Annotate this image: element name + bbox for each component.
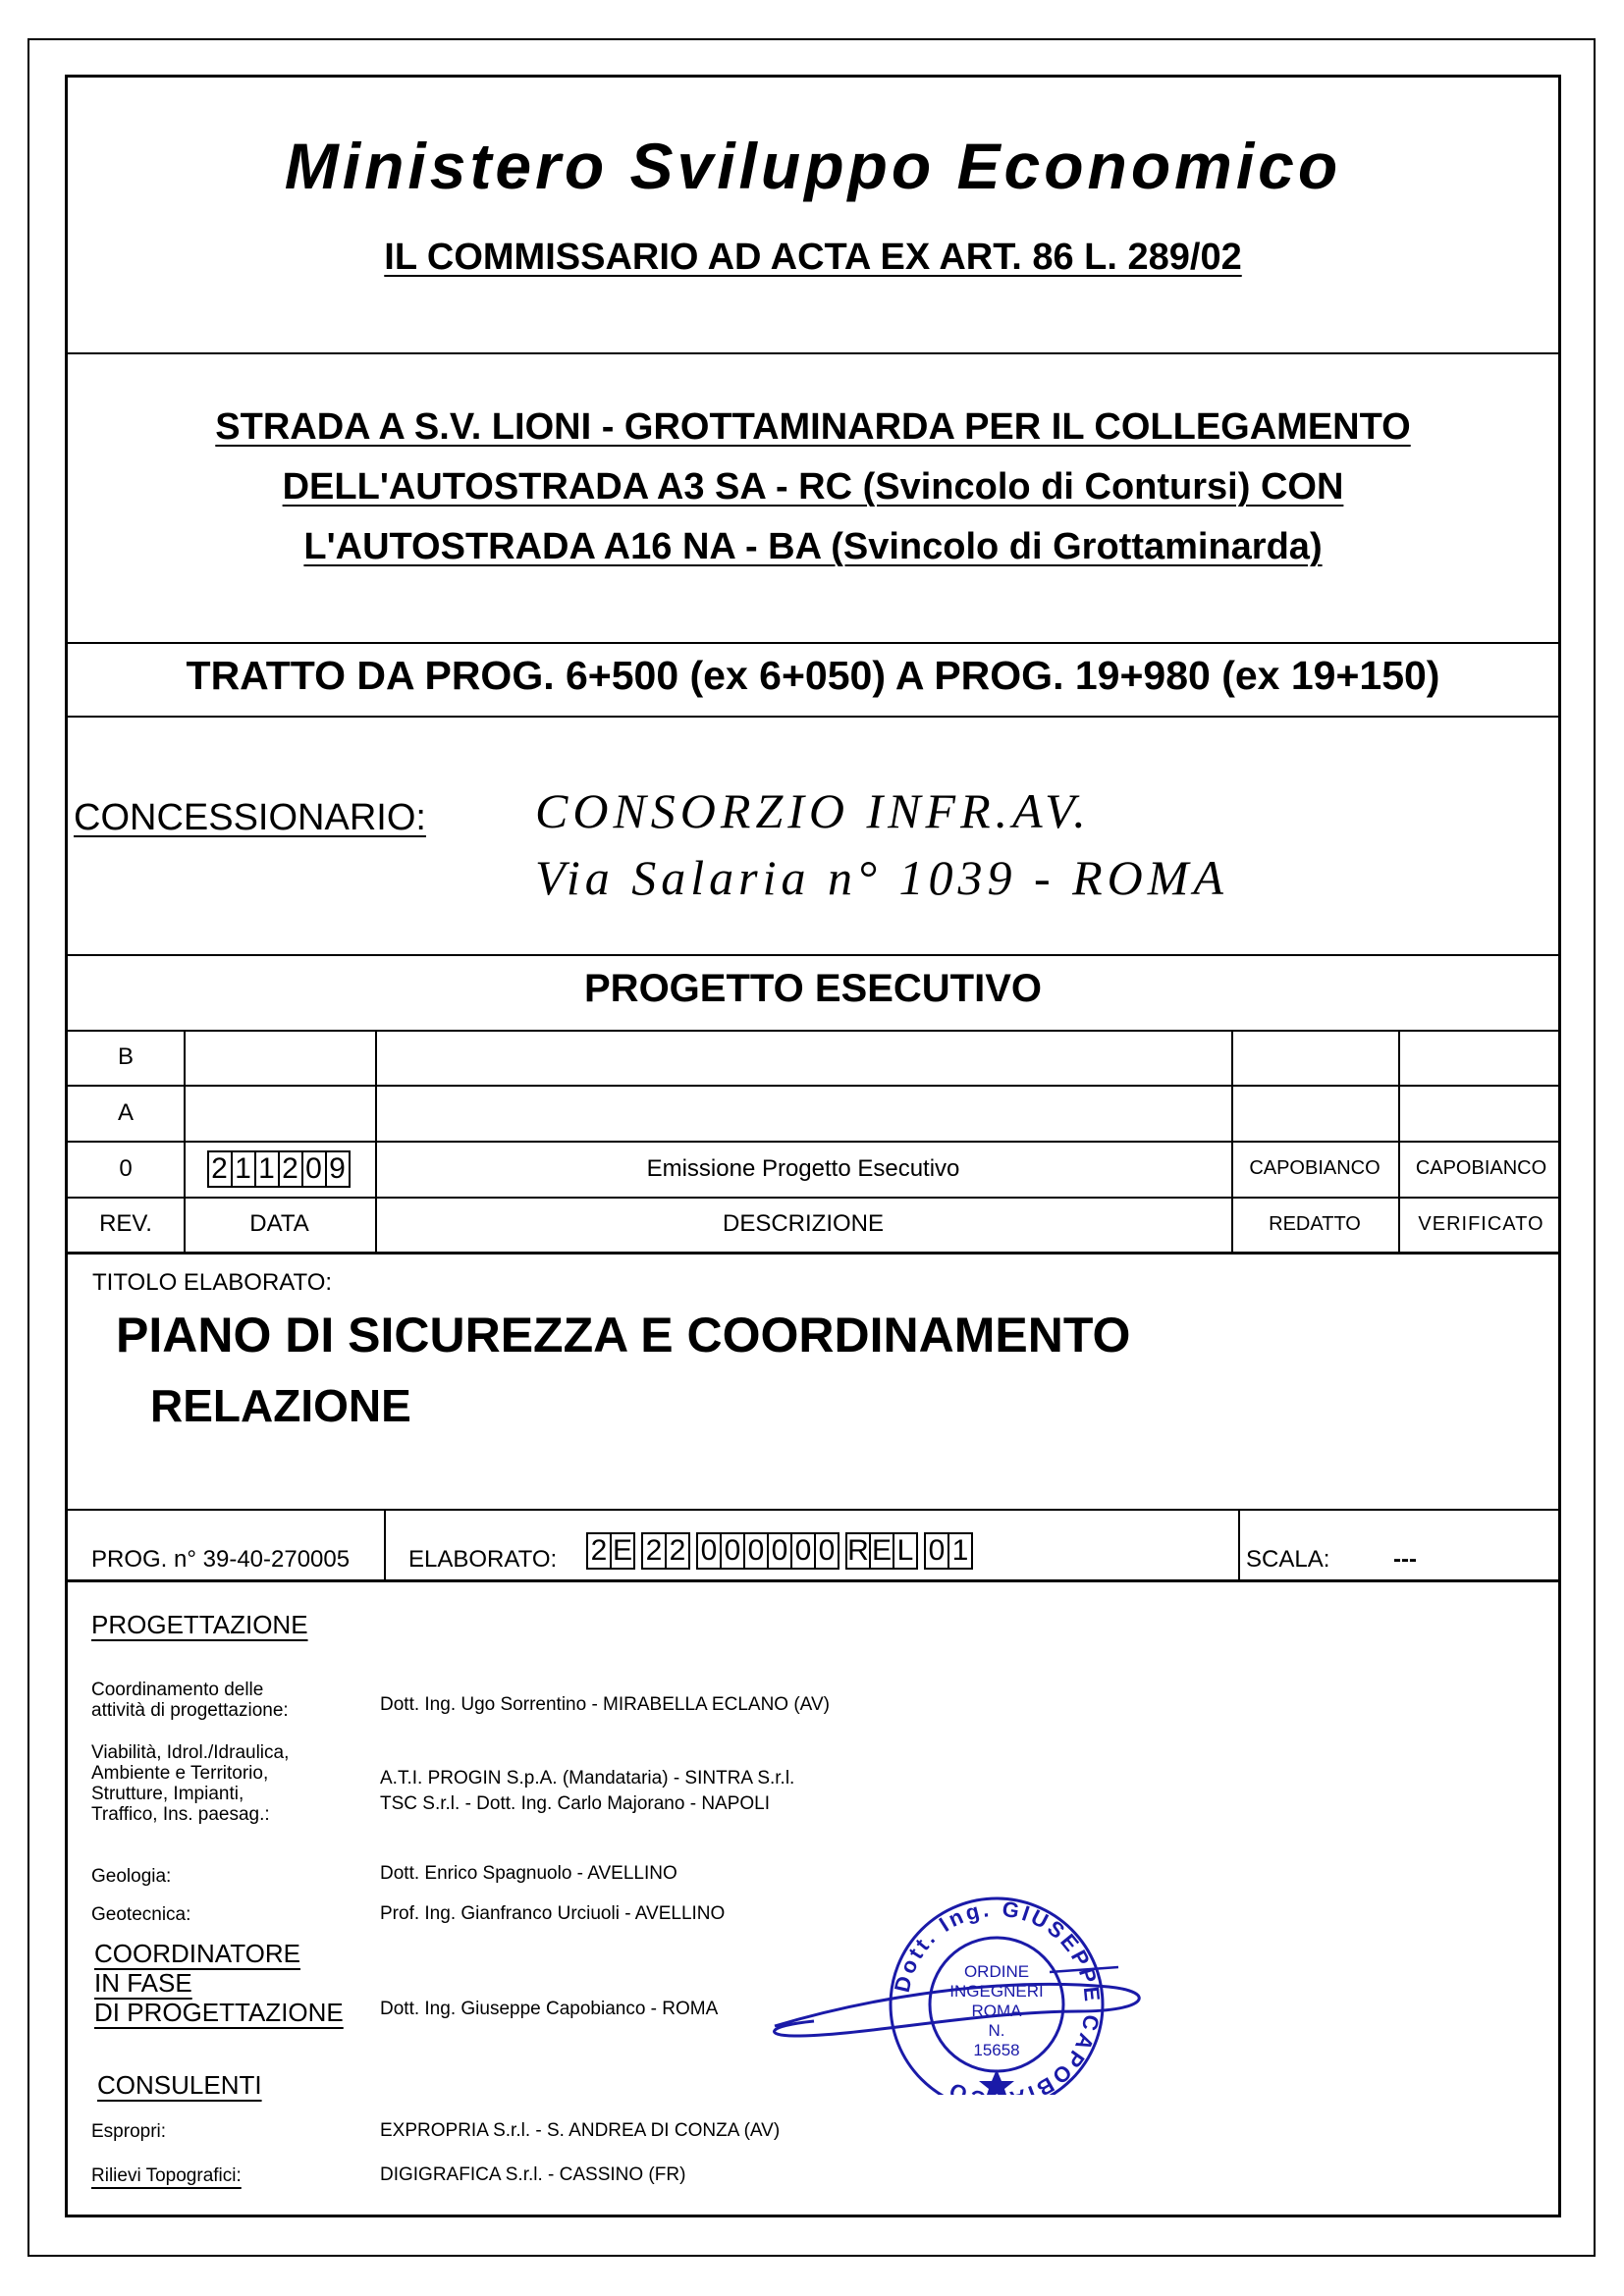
rilievi-label — [91, 2165, 242, 2186]
progettazione-title-text: PROGETTAZIONE — [91, 1610, 308, 1639]
scala-value: --- — [1393, 1546, 1417, 1573]
geotecnica-value: Prof. Ing. Gianfranco Urciuoli - AVELLINO — [380, 1903, 726, 1924]
geotecnica-label: Geotecnica: — [91, 1904, 191, 1925]
header-rev: REV. — [99, 1210, 152, 1237]
date-digits — [209, 1150, 351, 1188]
value-line: A.T.I. PROGIN S.p.A. (Mandataria) - SINTRA S.r.l. — [380, 1768, 795, 1789]
code-char: E — [610, 1532, 635, 1570]
stamp-ring-text: Dott. Ing. GIUSEPPE CAPOBI O — [889, 1896, 1106, 2095]
descrizione-cell: Emissione Progetto Esecutivo — [646, 1154, 960, 1182]
prog-number: PROG. n° 39-40-270005 — [91, 1546, 351, 1573]
header-redatto: REDATTO — [1269, 1212, 1361, 1235]
table-line — [68, 1252, 1558, 1255]
rilievi-label-text: Rilievi Topografici: — [91, 2165, 242, 2186]
titolo-sub: RELAZIONE — [150, 1380, 411, 1431]
consulenti-title — [97, 2070, 262, 2101]
divider — [68, 1030, 1558, 1032]
code-char: 1 — [947, 1532, 973, 1570]
concessionario-label — [74, 797, 426, 839]
label-line: Strutture, Impianti, — [91, 1784, 244, 1804]
code-char: 0 — [814, 1532, 839, 1570]
concessionario-label-text: CONCESSIONARIO: — [74, 797, 426, 838]
engineer-stamp — [755, 1879, 1167, 2095]
label-line: Viabilità, Idrol./Idraulica, — [91, 1742, 290, 1763]
espropri-label: Espropri: — [91, 2121, 167, 2142]
code-char: L — [893, 1532, 918, 1570]
divider — [68, 1509, 1558, 1511]
project-line-1-text: STRADA A S.V. LIONI - GROTTAMINARDA PER IL COLLEGAMENTO — [215, 406, 1411, 448]
divider — [68, 716, 1558, 718]
code-char: 2 — [586, 1532, 612, 1570]
table-line — [68, 1085, 1558, 1087]
ministry-title: Ministero Sviluppo Economico — [284, 130, 1342, 202]
concessionario-address: Via Salaria n° 1039 - ROMA — [535, 850, 1228, 905]
geologia-value: Dott. Enrico Spagnuolo - AVELLINO — [380, 1863, 677, 1884]
title-block — [65, 75, 1561, 2217]
concessionario-name: CONSORZIO INFR.AV. — [535, 783, 1091, 838]
rev-cell: 0 — [119, 1154, 133, 1182]
date-cell — [184, 1141, 375, 1197]
label-line: attività di progettazione: — [91, 1700, 289, 1721]
code-char: 2 — [641, 1532, 667, 1570]
coordinatore-value: Dott. Ing. Giuseppe Capobianco - ROMA — [380, 1999, 719, 2019]
stamp-center-text: ROMA — [971, 2002, 1022, 2020]
stamp-center-text: INGEGNERI — [949, 1982, 1044, 2001]
code-col-line — [1238, 1509, 1240, 1579]
header-descrizione: DESCRIZIONE — [722, 1210, 884, 1237]
project-line-2-text: DELL'AUTOSTRADA A3 SA - RC (Svincolo di Contursi) CON — [282, 466, 1344, 507]
code-char: 0 — [767, 1532, 792, 1570]
geologia-label: Geologia: — [91, 1866, 172, 1887]
rilievi-value: DIGIGRAFICA S.r.l. - CASSINO (FR) — [380, 2164, 686, 2185]
commissario-line — [68, 237, 1558, 279]
date-digit: 2 — [207, 1150, 233, 1188]
project-line-3 — [68, 526, 1558, 568]
coordinatore-line: COORDINATORE — [94, 1939, 300, 1968]
progettazione-title — [91, 1610, 308, 1640]
commissario-text: IL COMMISSARIO AD ACTA EX ART. 86 L. 289/02 — [384, 237, 1242, 278]
date-digit: 1 — [231, 1150, 256, 1188]
rev-cell: B — [117, 1043, 134, 1070]
project-line-2 — [68, 466, 1558, 508]
coord-value: Dott. Ing. Ugo Sorrentino - MIRABELLA ECLANO (AV) — [380, 1694, 830, 1715]
code-char: E — [869, 1532, 894, 1570]
titolo-label: TITOLO ELABORATO: — [92, 1269, 333, 1296]
coordinatore-label — [94, 1939, 344, 2027]
project-line-1 — [68, 406, 1558, 449]
coordinatore-line: IN FASE — [94, 1968, 192, 1998]
redatto-cell: CAPOBIANCO — [1249, 1157, 1380, 1179]
divider — [68, 642, 1558, 644]
verificato-cell: CAPOBIANCO — [1415, 1157, 1547, 1179]
header-verificato: VERIFICATO — [1418, 1212, 1544, 1235]
code-char: 0 — [743, 1532, 769, 1570]
code-char: 0 — [720, 1532, 745, 1570]
rev-cell: A — [117, 1098, 134, 1126]
stamp-center-text: 15658 — [973, 2041, 1020, 2059]
date-digit: 2 — [278, 1150, 303, 1188]
elaborato-code — [588, 1532, 973, 1570]
header-data: DATA — [249, 1210, 309, 1237]
divider — [68, 1579, 1558, 1582]
coord-label — [91, 1680, 289, 1721]
label-line: Coordinamento delle — [91, 1680, 264, 1700]
code-char: 0 — [790, 1532, 816, 1570]
value-line: TSC S.r.l. - Dott. Ing. Carlo Majorano - NAPOLI — [380, 1793, 771, 1814]
elaborato-label: ELABORATO: — [408, 1546, 558, 1573]
viabilita-label — [91, 1742, 289, 1825]
date-digit: 9 — [325, 1150, 351, 1188]
divider — [68, 352, 1558, 354]
espropri-value: EXPROPRIA S.r.l. - S. ANDREA DI CONZA (AV) — [380, 2120, 781, 2141]
date-digit: 0 — [301, 1150, 327, 1188]
divider — [68, 954, 1558, 956]
coordinatore-line: DI PROGETTAZIONE — [94, 1998, 344, 2027]
consulenti-title-text: CONSULENTI — [97, 2070, 262, 2100]
label-line: Traffico, Ins. paesag.: — [91, 1804, 270, 1825]
stamp-svg — [755, 1879, 1167, 2095]
project-line-3-text: L'AUTOSTRADA A16 NA - BA (Svincolo di Grottaminarda) — [303, 526, 1323, 567]
code-char: 2 — [665, 1532, 690, 1570]
titolo-main: PIANO DI SICUREZZA E COORDINAMENTO — [116, 1308, 1131, 1362]
code-char: 0 — [924, 1532, 949, 1570]
label-line: Ambiente e Territorio, — [91, 1763, 269, 1784]
scala-label: SCALA: — [1246, 1546, 1330, 1573]
code-char: 0 — [696, 1532, 722, 1570]
progetto-title: PROGETTO ESECUTIVO — [584, 967, 1042, 1010]
stamp-center-text: N. — [988, 2021, 1005, 2040]
date-digit: 1 — [254, 1150, 280, 1188]
code-char: R — [845, 1532, 871, 1570]
code-col-line — [384, 1509, 386, 1579]
viabilita-value — [380, 1766, 794, 1817]
stamp-center-text: ORDINE — [963, 1962, 1030, 1981]
tratto-line: TRATTO DA PROG. 6+500 (ex 6+050) A PROG. 19+980 (ex 19+150) — [186, 653, 1440, 698]
